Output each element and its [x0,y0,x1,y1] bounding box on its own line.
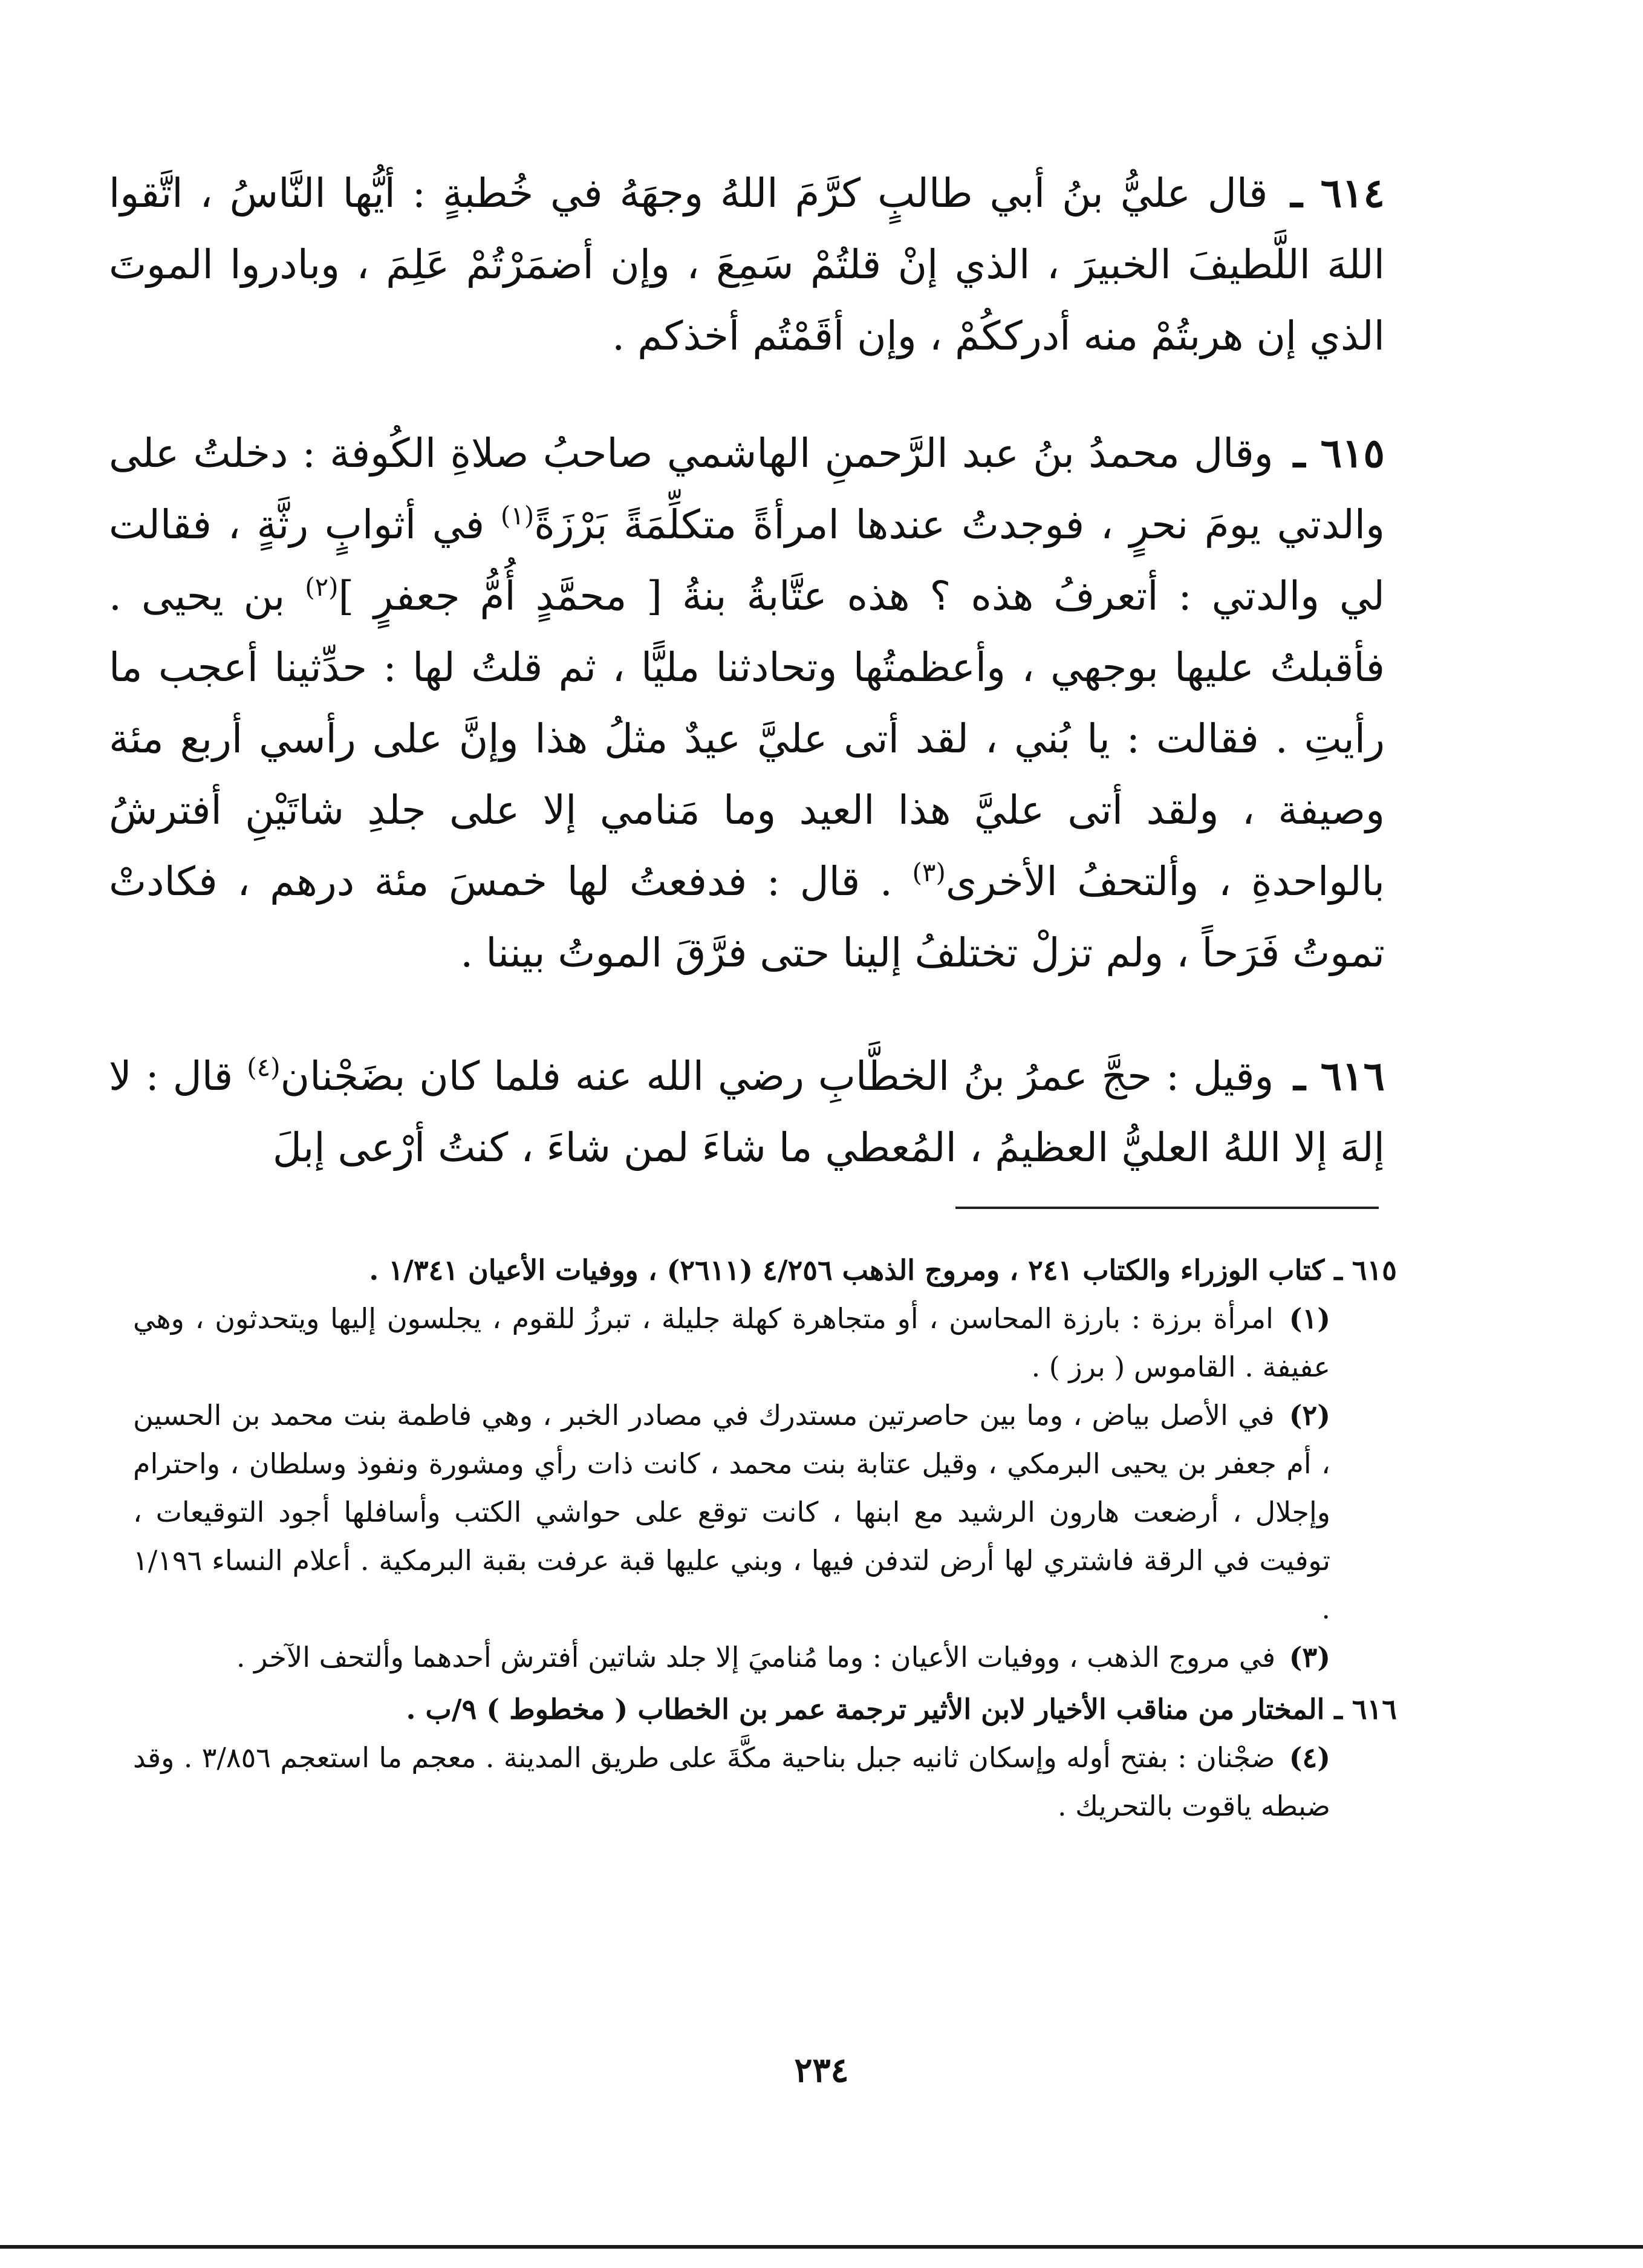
footnote-reference: (١) [500,501,535,530]
footnote-text: في مروج الذهب ، ووفيات الأعيان : وما مُناميَ إلا جلد شاتين أفترش أحدهما وألتحف الآخر . [236,1641,1276,1673]
footnote-text: امرأة برزة : بارزة المحاسن ، أو متجاهرة كهلة جليلة ، تبرزُ للقوم ، يجلسون إليها ويتحدثون ، وهي عفيفة . القاموس ( برز ) . [133,1302,1330,1383]
footnote-2 [133,1391,1330,1633]
entry-616 [109,1040,1385,1184]
footnote-marker: (٣) [1289,1641,1330,1673]
footnote-separator [955,1207,1379,1209]
footnote-reference: (٤) [247,1052,281,1082]
footnote-1 [133,1294,1330,1391]
entry-text-part: بن يحيى . فأقبلتُ عليها بوجهي ، وأعظمتُها وتحادثنا مليًّا ، ثم قلتُ لها : حدِّثينا أعجب ما رأيتِ . فقالت : يا بُني ، لقد أتى عليَّ عيدٌ مثلُ هذا وإنَّ على رأسي أربع مئة وصيفة ، ولقد أتى عليَّ هذا العيد وما مَنامي إلا على جلدِ شاتَيْنِ أفترشُ بالواحدةِ ، وألتحفُ الأخرى [109,573,1385,905]
source-citation-615: ٦١٥ ـ كتاب الوزراء والكتاب ٢٤١ ، ومروج الذهب ٤/٢٥٦ (٢٦١١) ، ووفيات الأعيان ١/٣٤١ . [369,1254,1397,1286]
footnote-group-615 [133,1246,1397,1681]
footnote-4 [133,1733,1330,1830]
footnote-text: في الأصل بياض ، وما بين حاصرتين مستدرك في مصادر الخبر ، وهي فاطمة بنت محمد بن الحسين ، أم جعفر بن يحيى البرمكي ، وقيل عتابة بنت محمد ، كانت ذات رأي ومشورة ونفوذ وسلطان ، واحترام وإجلال ، أرضعت هارون الرشيد مع ابنها ، كانت توقع على حواشي الكتب وأسافلها أجود التوقيعات ، توفيت في الرقة فاشتري لها أرض لتدفن فيها ، وبني عليها قبة عرفت بقبة البرمكية . أعلام النساء ١/١٩٦ . [133,1399,1330,1625]
page-number: ٢٣٤ [794,2050,849,2090]
footnote-reference: (٣) [912,858,946,887]
entry-number: ٦١٥ ـ [1293,429,1385,477]
entry-text-part: وقيل : حجَّ عمرُ بنُ الخطَّابِ رضي الله عنه فلما كان بضَجْنان [280,1053,1274,1100]
entry-text: قال عليُّ بنُ أبي طالبٍ كرَّمَ اللهُ وجهَهُ في خُطبةٍ : أيُّها النَّاسُ ، اتَّقوا اللهَ اللَّطيفَ الخبيرَ ، الذي إنْ قلتُمْ سَمِعَ ، وإن أضمَرْتُمْ عَلِمَ ، وبادروا الموتَ الذي إن هربتُمْ منه أدرككُمْ ، وإن أقَمْتُم أخذكم . [109,170,1385,359]
entry-text-part: قال : لا إلهَ إلا اللهُ العليُّ العظيمُ ، المُعطي ما شاءَ لمن شاءَ ، كنتُ أرْعى إبلَ [109,1053,1385,1171]
footnote-reference: (٢) [305,572,339,602]
footnote-3 [133,1633,1330,1681]
entry-text-part: في أثوابٍ رثَّةٍ ، فقالت لي والدتي : أتعرفُ هذه ؟ هذه عتَّابةُ بنةُ [ محمَّدٍ أُمُّ جعفرٍ ] [109,501,1385,619]
entry-text-part: وقال محمدُ بنُ عبد الرَّحمنِ الهاشمي صاحبُ صلاةِ الكُوفة : دخلتُ على والدتي يومَ نحرٍ ، فوجدتُ عندها امرأةً متكلِّمَةً بَرْزَةً [109,430,1385,548]
footnote-marker: (١) [1289,1302,1331,1335]
entry-614 [109,157,1385,372]
entry-text-part: . قال : فدفعتُ لها خمسَ مئة درهم ، فكادتْ تموتُ فَرَحاً ، ولم تزلْ تختلفُ إلينا حتى فرَّقَ الموتُ بيننا . [109,858,1385,976]
entry-number: ٦١٦ ـ [1293,1052,1385,1100]
entry-number: ٦١٤ ـ [1290,169,1385,217]
footnotes [133,1246,1397,1834]
source-citation-616: ٦١٦ ـ المختار من مناقب الأخيار لابن الأثير ترجمة عمر بن الخطاب ( مخطوط ) ٩/ب . [406,1693,1397,1725]
scan-bottom-edge [0,2245,1643,2249]
footnote-text: ضجْنان : بفتح أوله وإسكان ثانيه جبل بناحية مكَّةَ على طريق المدينة . معجم ما استعجم ٣/٨٥٦ . وقد ضبطه ياقوت بالتحريك . [133,1741,1330,1822]
footnote-marker: (٤) [1289,1741,1331,1774]
footnote-marker: (٢) [1289,1399,1330,1432]
footnote-group-616 [133,1685,1397,1830]
entry-615 [109,417,1385,989]
